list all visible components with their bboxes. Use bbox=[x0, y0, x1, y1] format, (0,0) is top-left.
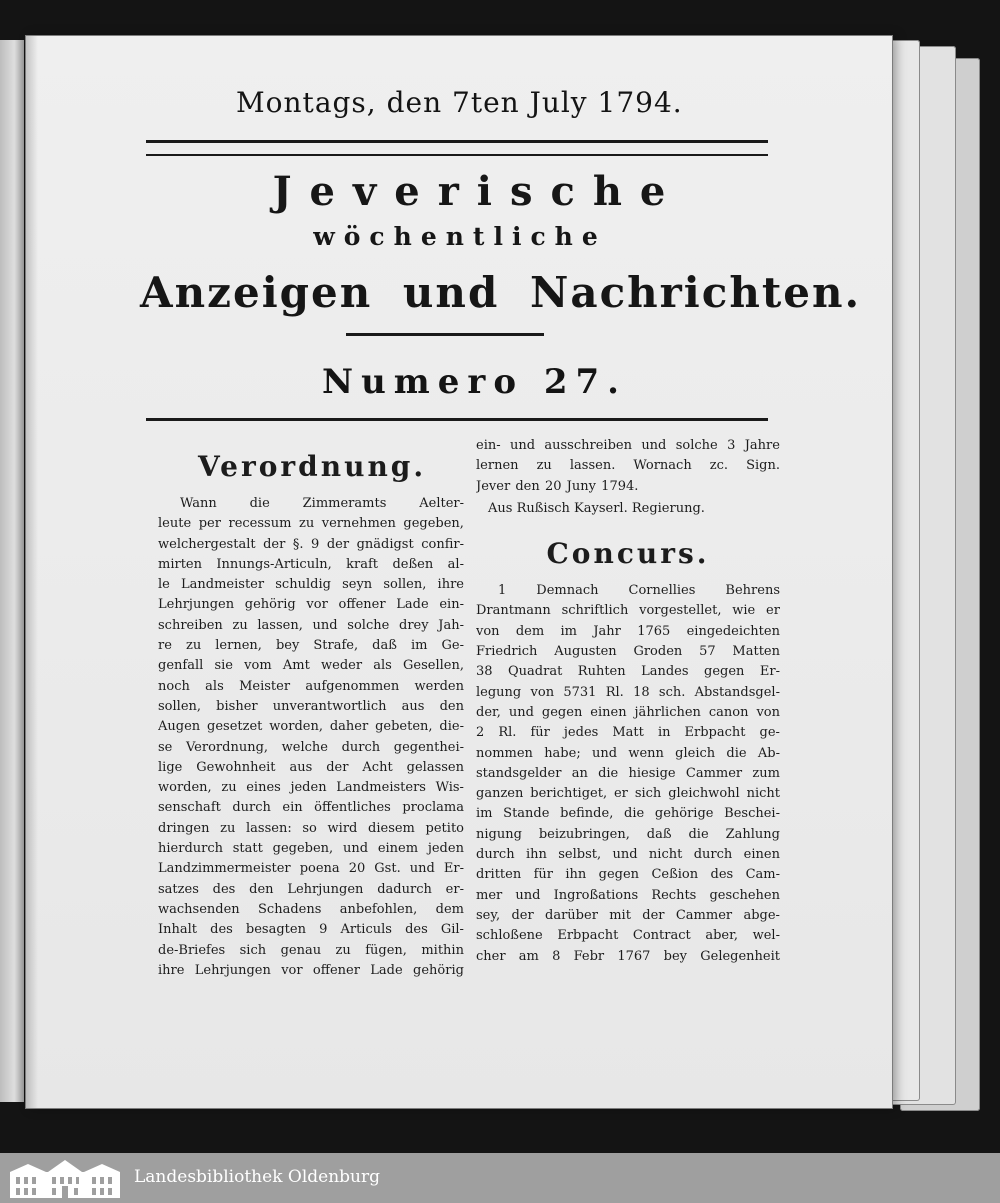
library-name: Landesbibliothek Oldenburg bbox=[134, 1167, 381, 1187]
text-line: ganzen berichtiget, er sich gleichwohl nicht bbox=[476, 786, 780, 802]
text-line: dritten für ihn gegen Ceßion des Cam- bbox=[476, 867, 780, 883]
text-line: leute per recessum zu vernehmen gegeben, bbox=[158, 516, 464, 532]
heading-verordnung: Verordnung. bbox=[198, 450, 427, 483]
text-line: 38 Quadrat Ruhten Landes gegen Er- bbox=[476, 664, 780, 680]
text-line: ein- und ausschreiben und solche 3 Jahre bbox=[476, 438, 780, 453]
text-line: Friedrich Augusten Groden 57 Matten bbox=[476, 644, 780, 660]
left-page-edge bbox=[0, 40, 24, 1102]
text-line: nigung beizubringen, daß die Zahlung bbox=[476, 826, 780, 842]
text-line: de-Briefes sich genau zu fügen, mithin bbox=[158, 942, 464, 958]
library-building-icon bbox=[8, 1158, 122, 1198]
text-line: 2 Rl. für jedes Matt in Erbpacht ge- bbox=[476, 725, 780, 741]
left-column-text bbox=[158, 494, 464, 981]
rule-short bbox=[346, 333, 544, 336]
text-line: dringen zu lassen: so wird diesem petito bbox=[158, 820, 464, 836]
text-line: cher am 8 Febr 1767 bey Gelegenheit bbox=[476, 948, 780, 964]
text-line: standsgelder an die hiesige Cammer zum bbox=[476, 765, 780, 781]
rule-columns bbox=[146, 418, 768, 421]
text-line: Landzimmermeister poena 20 Gst. und Er- bbox=[158, 861, 464, 877]
text-line: mer und Ingroßations Rechts geschehen bbox=[476, 887, 780, 903]
signature-line bbox=[476, 499, 780, 519]
text-line: durch ihn selbst, und nicht durch einen bbox=[476, 847, 780, 863]
signature: Aus Rußisch Kayserl. Regierung. bbox=[488, 500, 705, 516]
text-line: Wann die Zimmeramts Aelter- bbox=[180, 496, 464, 511]
text-line: wachsenden Schadens anbefohlen, dem bbox=[158, 901, 464, 917]
text-line: genfall sie vom Amt weder als Gesellen, bbox=[158, 658, 464, 674]
text-line: sey, der darüber mit der Cammer abge- bbox=[476, 907, 780, 923]
text-line: schreiben zu lassen, und solche drey Jah- bbox=[158, 617, 464, 633]
text-line: der, und gegen einen jährlichen canon von bbox=[476, 704, 780, 720]
text-line: 1 Demnach Cornellies Behrens bbox=[498, 583, 780, 599]
text-line: von dem im Jahr 1765 eingedeichten bbox=[476, 623, 780, 639]
text-line: Inhalt des besagten 9 Articuls des Gil- bbox=[158, 922, 464, 938]
text-line: worden, zu eines jeden Landmeisters Wis- bbox=[158, 780, 464, 796]
text-line: Augen gesetzet worden, daher gebeten, die- bbox=[158, 719, 464, 735]
text-line: im Stande befinde, die gehörige Beschei- bbox=[476, 806, 780, 822]
text-line: lige Gewohnheit aus der Acht gelassen bbox=[158, 759, 464, 775]
text-line: welchergestalt der §. 9 der gnädigst confir- bbox=[158, 536, 464, 552]
text-line: se Verordnung, welche durch gegenthei- bbox=[158, 739, 464, 755]
text-line: senschaft durch ein öffentliches proclama bbox=[158, 800, 464, 816]
text-line: re zu lernen, bey Strafe, daß im Ge- bbox=[158, 638, 464, 654]
right-column-text bbox=[476, 581, 780, 967]
text-line: satzes des den Lehrjungen dadurch er- bbox=[158, 881, 464, 897]
masthead-woechentliche: wöchentliche bbox=[313, 222, 607, 251]
issue-number: Numero 27. bbox=[322, 362, 627, 402]
footer-bar bbox=[0, 1153, 1000, 1203]
text-line: legung von 5731 Rl. 18 sch. Abstandsgel- bbox=[476, 684, 780, 700]
rule-top bbox=[146, 140, 768, 143]
left-column bbox=[158, 440, 464, 981]
text-line: hierdurch statt gegeben, und einem jeden bbox=[158, 841, 464, 857]
text-line: Drantmann schriftlich vorgestellet, wie er bbox=[476, 603, 780, 619]
rule-top-thin bbox=[146, 154, 768, 156]
text-line: lernen zu lassen. Wornach zc. Sign. bbox=[476, 458, 780, 474]
text-line: ihre Lehrjungen vor offener Lade gehörig bbox=[158, 962, 464, 978]
text-line: noch als Meister aufgenommen werden bbox=[158, 678, 464, 694]
text-line: Jever den 20 Juny 1794. bbox=[476, 478, 639, 494]
text-line: nommen habe; und wenn gleich die Ab- bbox=[476, 745, 780, 761]
text-line: mirten Innungs-Articuln, kraft deßen al- bbox=[158, 556, 464, 572]
text-line: le Landmeister schuldig seyn sollen, ihre bbox=[158, 577, 464, 593]
text-line: schloßene Erbpacht Contract aber, wel- bbox=[476, 928, 780, 944]
heading-concurs: Concurs. bbox=[546, 537, 710, 571]
text-line: Lehrjungen gehörig vor offener Lade ein- bbox=[158, 597, 464, 613]
text-line: sollen, bisher unverantwortlich aus den bbox=[158, 698, 464, 714]
masthead-jeverische: Jeverische bbox=[272, 168, 684, 215]
right-intro-text bbox=[476, 436, 780, 497]
masthead-title: Anzeigen und Nachrichten. bbox=[140, 268, 862, 317]
right-column bbox=[476, 436, 780, 967]
dateline: Montags, den 7ten July 1794. bbox=[236, 86, 683, 119]
